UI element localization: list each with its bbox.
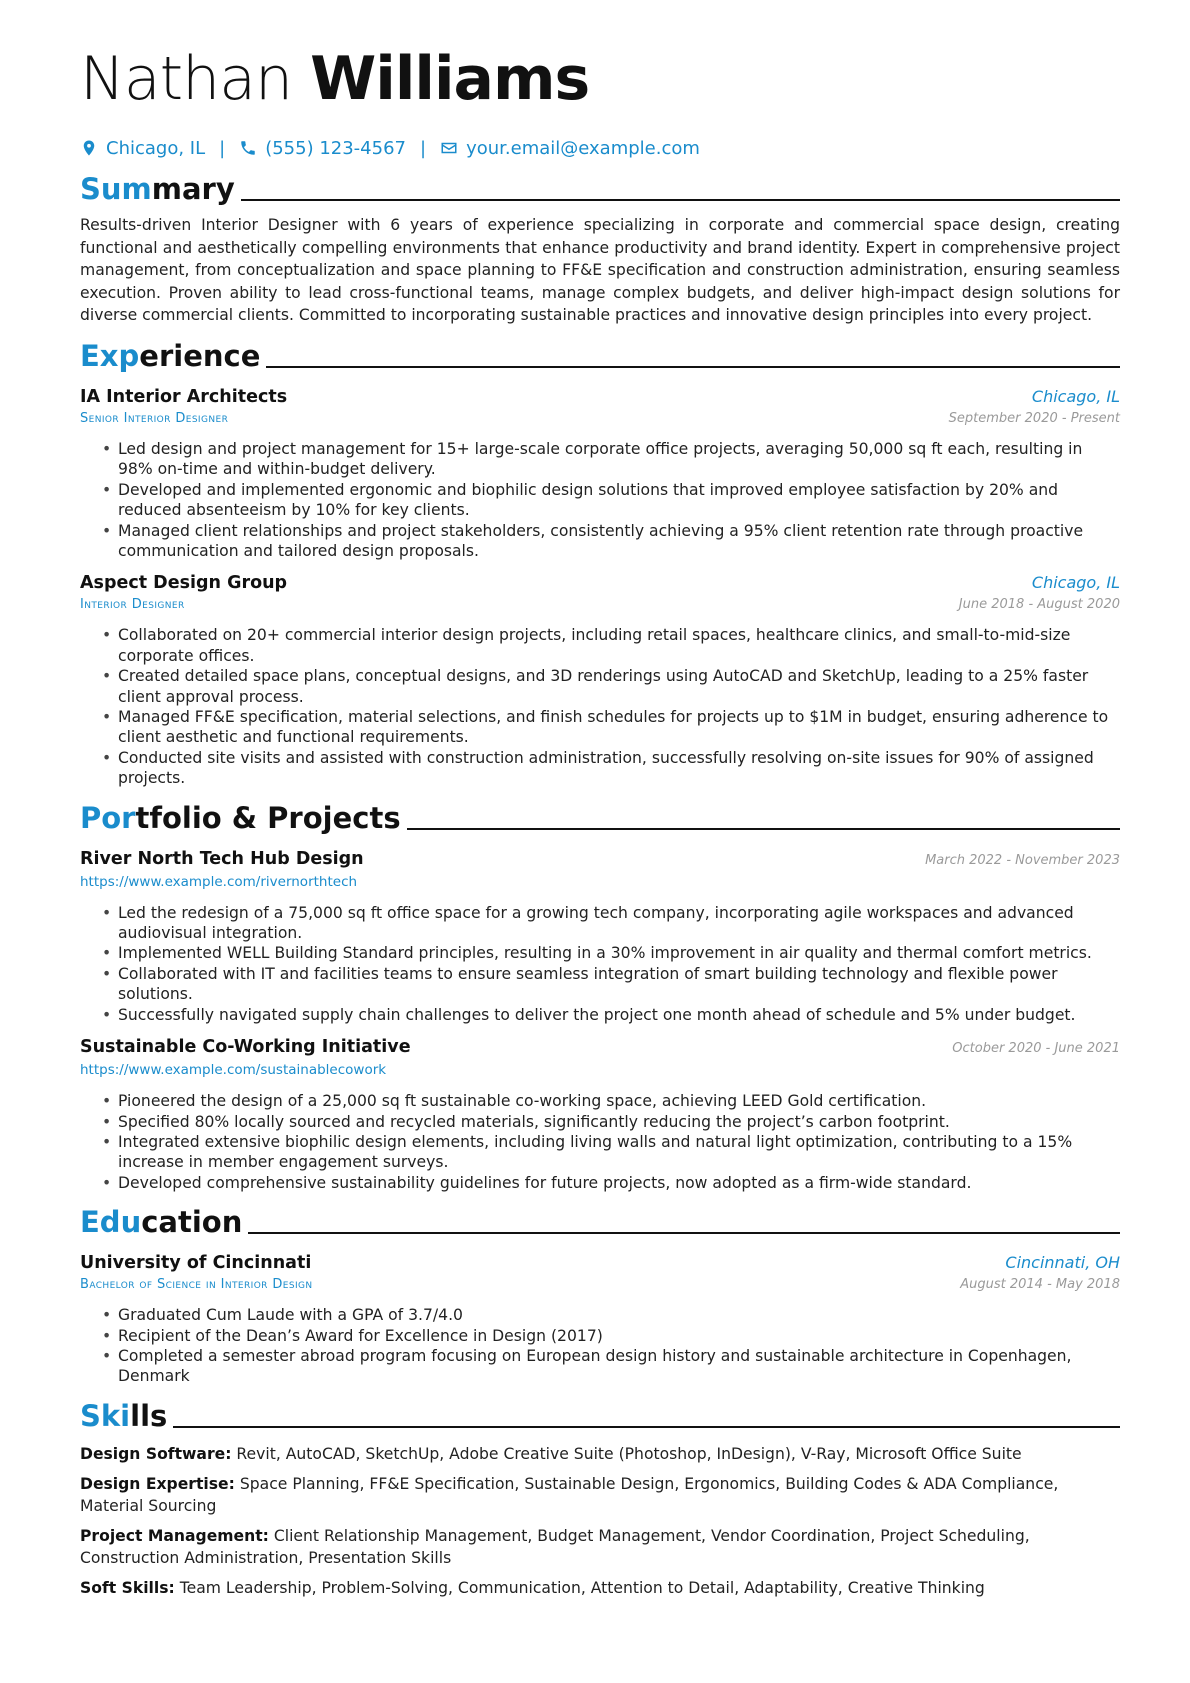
bullet-item: • Collaborated with IT and facilities teams to ensure seamless integration of smart building technology and flexible power solutions.: [102, 964, 1120, 1005]
skill-label: Soft Skills:: [80, 1578, 175, 1597]
bullet-item: • Collaborated on 20+ commercial interior design projects, including retail spaces, healthcare clinics, and small-to-mid-size corporate offices.: [102, 625, 1120, 666]
bullet-list: [102, 625, 1120, 788]
skill-value: Team Leadership, Problem-Solving, Communication, Attention to Detail, Adaptability, Creative Thinking: [179, 1578, 985, 1597]
job-dates: June 2018 - August 2020: [958, 597, 1120, 613]
project-entry: [80, 847, 1120, 1025]
last-name: Williams: [310, 44, 590, 114]
skill-label: Project Management:: [80, 1526, 269, 1545]
section-rule: [241, 199, 1120, 201]
bullet-list: [102, 439, 1120, 561]
job-dates: September 2020 - Present: [948, 410, 1120, 426]
bullet-item: • Specified 80% locally sourced and recycled materials, significantly reducing the project’s carbon footprint.: [102, 1112, 1120, 1132]
section-heading-skills: [80, 1395, 1120, 1435]
skill-row: [80, 1577, 1120, 1599]
heading-accent: Sum: [80, 172, 152, 206]
contact-email[interactable]: [440, 138, 700, 159]
section-heading-experience: [80, 335, 1120, 375]
bullet-item: • Recipient of the Dean’s Award for Excellence in Design (2017): [102, 1326, 1120, 1346]
heading-accent: Exp: [80, 338, 140, 373]
school-location: Cincinnati, OH: [1005, 1253, 1120, 1273]
skill-value: Client Relationship Management, Budget Management, Vendor Coordination, Project Scheduling, Construction Administration, Presentation Skills: [80, 1526, 1030, 1567]
experience-entry: [80, 571, 1120, 788]
education-dates: August 2014 - May 2018: [960, 1277, 1120, 1293]
location-text: Chicago, IL: [106, 137, 206, 159]
school-name: University of Cincinnati: [80, 1253, 312, 1274]
email-link[interactable]: your.email@example.com: [466, 137, 700, 159]
skill-row: [80, 1525, 1120, 1569]
bullet-item: • Graduated Cum Laude with a GPA of 3.7/4.0: [102, 1305, 1120, 1325]
contact-bar: [80, 132, 1120, 164]
heading-accent: Por: [80, 800, 136, 835]
heading-rest: lls: [130, 1398, 168, 1433]
education-entry: [80, 1251, 1120, 1387]
first-name: Nathan: [80, 44, 292, 114]
job-location: Chicago, IL: [1031, 573, 1120, 593]
contact-phone[interactable]: [239, 138, 406, 159]
contact-location: [80, 138, 205, 159]
degree: Bachelor of Science in Interior Design: [80, 1277, 313, 1293]
section-heading-summary: [80, 168, 1120, 208]
bullet-item: • Conducted site visits and assisted with construction administration, successfully resolving on-site issues for 90% of assigned projects.: [102, 748, 1120, 789]
bullet-item: • Successfully navigated supply chain challenges to deliver the project one month ahead of schedule and 5% under budget.: [102, 1005, 1120, 1025]
heading-accent: Edu: [80, 1205, 142, 1240]
project-name: River North Tech Hub Design: [80, 848, 364, 869]
heading-rest: tfolio & Projects: [135, 800, 401, 835]
skill-row: [80, 1473, 1120, 1517]
skill-label: Design Software:: [80, 1444, 232, 1463]
contact-separator: |: [219, 137, 226, 159]
bullet-item: • Developed and implemented ergonomic and biophilic design solutions that improved employee satisfaction by 20% and reduced absenteeism by 10% for key clients.: [102, 480, 1120, 521]
bullet-list: [102, 903, 1120, 1025]
candidate-name: [80, 40, 1120, 118]
skill-row: [80, 1443, 1120, 1465]
skill-value: Revit, AutoCAD, SketchUp, Adobe Creative Suite (Photoshop, InDesign), V-Ray, Microsoft Office Suite: [236, 1444, 1022, 1463]
skill-label: Design Expertise:: [80, 1474, 235, 1493]
company-name: IA Interior Architects: [80, 386, 288, 407]
section-rule: [248, 1232, 1120, 1234]
heading-rest: cation: [141, 1205, 243, 1240]
job-location: Chicago, IL: [1031, 386, 1120, 406]
bullet-item: • Developed comprehensive sustainability guidelines for future projects, now adopted as a firm-wide standard.: [102, 1173, 1120, 1193]
bullet-item: • Managed client relationships and project stakeholders, consistently achieving a 95% client retention rate through proactive communication and tailored design proposals.: [102, 521, 1120, 562]
bullet-item: • Implemented WELL Building Standard principles, resulting in a 30% improvement in air quality and thermal comfort metrics.: [102, 943, 1120, 963]
bullet-item: • Completed a semester abroad program focusing on European design history and sustainable architecture in Copenhagen, Denmark: [102, 1346, 1120, 1387]
bullet-item: • Led design and project management for 15+ large-scale corporate office projects, averaging 50,000 sq ft each, resulting in 98% on-time and within-budget delivery.: [102, 439, 1120, 480]
job-role: Senior Interior Designer: [80, 410, 229, 426]
bullet-item: • Pioneered the design of a 25,000 sq ft sustainable co-working space, achieving LEED Gold certification.: [102, 1091, 1120, 1111]
company-name: Aspect Design Group: [80, 573, 288, 594]
project-dates: March 2022 - November 2023: [925, 852, 1120, 868]
job-role: Interior Designer: [80, 597, 185, 613]
heading-accent: Ski: [80, 1398, 131, 1433]
bullet-item: • Led the redesign of a 75,000 sq ft office space for a growing tech company, incorporating agile workspaces and advanced audiovisual integration.: [102, 903, 1120, 944]
project-link[interactable]: https://www.example.com/sustainablecowork: [80, 1062, 387, 1079]
project-name: Sustainable Co-Working Initiative: [80, 1037, 411, 1058]
contact-separator: |: [420, 137, 427, 159]
section-rule: [266, 366, 1120, 368]
heading-rest: mary: [151, 172, 235, 206]
map-marker-icon: [80, 139, 98, 157]
resume-page: [80, 40, 1120, 1599]
section-heading-education: [80, 1201, 1120, 1241]
summary-text: Results-driven Interior Designer with 6 years of experience specializing in corporate and commercial space design, creating functional and aesthetically compelling environments that enhance productivity and brand identity. Expert in comprehensive project management, from conceptualization and space planning to FF&E specification and construction administration, ensuring seamless execution. Proven ability to lead cross-functional teams, manage complex budgets, and deliver high-impact design solutions for diverse commercial clients. Committed to incorporating sustainable practices and innovative design principles into every project.: [80, 216, 1120, 325]
bullet-list: [102, 1305, 1120, 1387]
envelope-icon: [440, 139, 458, 157]
bullet-item: • Managed FF&E specification, material selections, and finish schedules for projects up to $1M in budget, ensuring adherence to client aesthetic and functional requirements.: [102, 707, 1120, 748]
project-dates: October 2020 - June 2021: [952, 1041, 1120, 1057]
heading-rest: erience: [139, 338, 261, 373]
bullet-list: [102, 1091, 1120, 1193]
phone-text: (555) 123-4567: [265, 137, 406, 159]
skill-value: Space Planning, FF&E Specification, Sustainable Design, Ergonomics, Building Codes & ADA Compliance, Material Sourcing: [80, 1474, 1059, 1515]
section-heading-portfolio: [80, 797, 1120, 837]
phone-icon: [239, 139, 257, 157]
project-entry: [80, 1035, 1120, 1193]
project-link[interactable]: https://www.example.com/rivernorthtech: [80, 873, 358, 890]
bullet-item: • Integrated extensive biophilic design elements, including living walls and natural light optimization, contributing to a 15% increase in member engagement surveys.: [102, 1132, 1120, 1173]
section-rule: [407, 828, 1120, 830]
bullet-item: • Created detailed space plans, conceptual designs, and 3D renderings using AutoCAD and SketchUp, leading to a 25% faster client approval process.: [102, 666, 1120, 707]
experience-entry: [80, 385, 1120, 561]
section-rule: [173, 1426, 1120, 1428]
